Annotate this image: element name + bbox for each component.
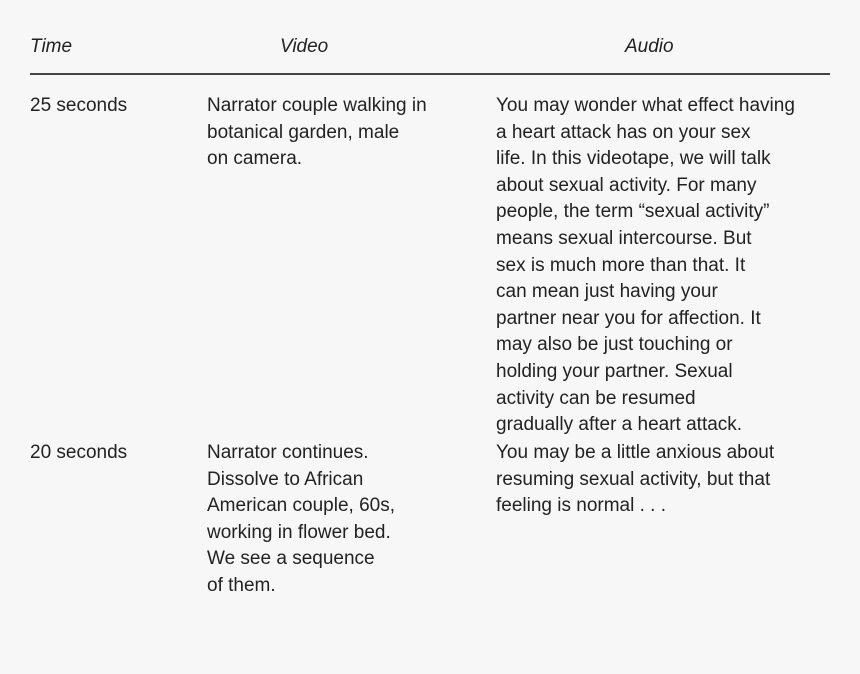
video-line: working in flower bed.: [207, 521, 391, 543]
audio-line: partner near you for affection. It: [496, 307, 761, 329]
column-header-time: Time: [30, 36, 73, 57]
audio-line: means sexual intercourse. But: [496, 227, 752, 249]
column-header-audio: Audio: [625, 36, 674, 57]
audio-line: activity can be resumed: [496, 387, 696, 409]
video-cell: [207, 93, 477, 173]
video-line: botanical garden, male: [207, 121, 400, 143]
video-line: of them.: [207, 574, 276, 596]
audio-line: sex is much more than that. It: [496, 254, 746, 276]
audio-line: may also be just touching or: [496, 334, 733, 356]
time-cell: 20 seconds: [30, 442, 128, 463]
video-line: American couple, 60s,: [207, 495, 395, 517]
header-rule: [30, 73, 830, 75]
audio-line: You may wonder what effect having: [496, 95, 795, 116]
table-header: [30, 36, 830, 66]
audio-line: about sexual activity. For many: [496, 174, 757, 196]
audio-line: holding your partner. Sexual: [496, 360, 733, 382]
audio-line: gradually after a heart attack.: [496, 414, 743, 436]
audio-line: resuming sexual activity, but that: [496, 468, 771, 490]
video-line: on camera.: [207, 148, 303, 170]
audio-line: life. In this videotape, we will talk: [496, 148, 771, 170]
audio-line: feeling is normal . . .: [496, 495, 667, 517]
audio-line: can mean just having your: [496, 281, 718, 303]
video-cell: [207, 440, 477, 600]
audio-cell: [496, 93, 836, 439]
audio-line: You may be a little anxious about: [496, 442, 775, 463]
video-line: Narrator continues.: [207, 442, 369, 463]
time-cell: 25 seconds: [30, 95, 128, 116]
video-line: We see a sequence: [207, 548, 375, 570]
video-line: Dissolve to African: [207, 468, 364, 490]
column-header-video: Video: [280, 36, 329, 57]
video-line: Narrator couple walking in: [207, 95, 427, 116]
audio-line: people, the term “sexual activity”: [496, 201, 770, 223]
audio-cell: [496, 440, 836, 520]
audio-line: a heart attack has on your sex: [496, 121, 751, 143]
